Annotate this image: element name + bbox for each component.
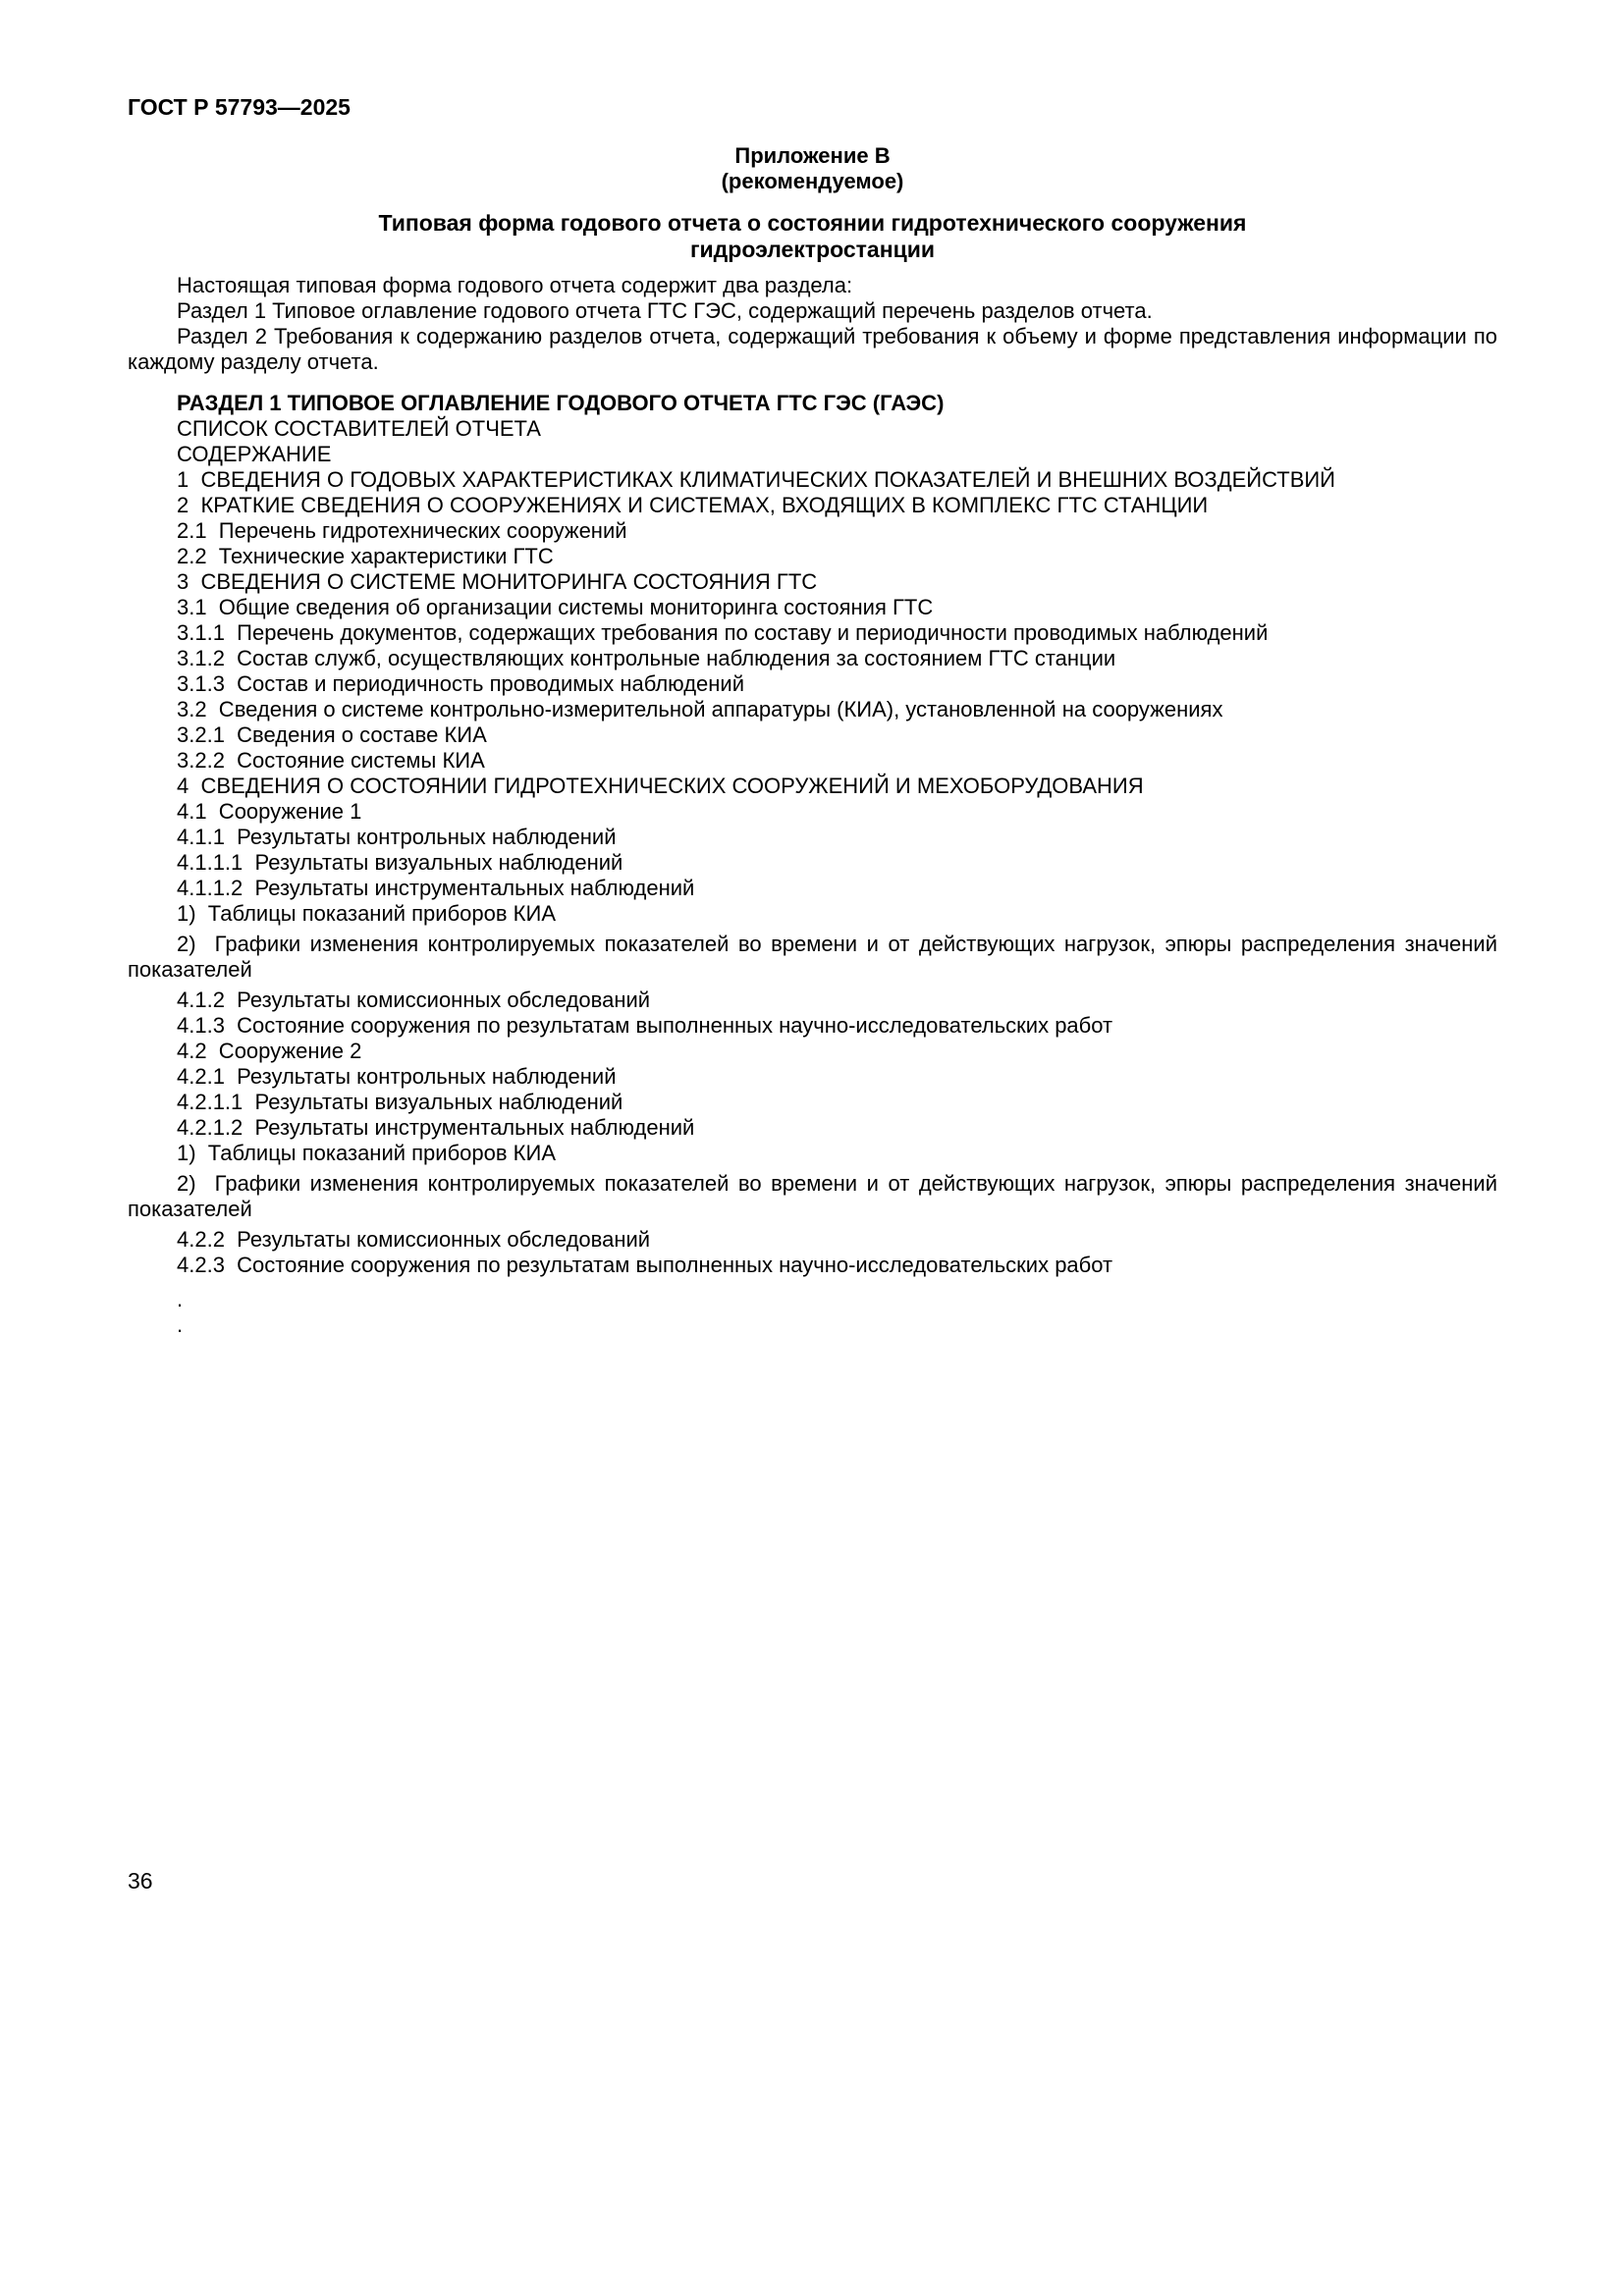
appendix-note: (рекомендуемое) (721, 169, 904, 193)
toc-item: 2 КРАТКИЕ СВЕДЕНИЯ О СООРУЖЕНИЯХ И СИСТЕМАХ, ВХОДЯЩИХ В КОМПЛЕКС ГТС СТАНЦИИ (177, 493, 1209, 517)
toc-item: СПИСОК СОСТАВИТЕЛЕЙ ОТЧЕТА (177, 416, 541, 441)
toc-item: 3.1 Общие сведения об организации системы мониторинга состояния ГТС (177, 595, 934, 619)
toc-placeholder-dot: . (177, 1312, 184, 1337)
section-1-heading: РАЗДЕЛ 1 ТИПОВОЕ ОГЛАВЛЕНИЕ ГОДОВОГО ОТЧЕТА ГТС ГЭС (ГАЭС) (177, 391, 945, 415)
doc-standard-number: ГОСТ Р 57793—2025 (128, 94, 351, 120)
toc-item: 4.1.2 Результаты комиссионных обследований (177, 988, 651, 1012)
toc-item: 4.2.1.2 Результаты инструментальных наблюдений (177, 1115, 695, 1140)
toc-item: 4.1.1.2 Результаты инструментальных наблюдений (177, 876, 695, 900)
toc-placeholder-dot: . (177, 1287, 184, 1311)
toc-item: 4.2.2 Результаты комиссионных обследований (177, 1227, 651, 1252)
intro-paragraph: Раздел 1 Типовое оглавление годового отчета ГТС ГЭС, содержащий перечень разделов отчета. (177, 298, 1153, 323)
toc-item: 4.2.3 Состояние сооружения по результатам выполненных научно-исследовательских работ (177, 1253, 1113, 1277)
intro-section (128, 273, 1497, 375)
toc-item: 3.1.3 Состав и периодичность проводимых наблюдений (177, 671, 744, 696)
toc-item: 3.1.1 Перечень документов, содержащих требования по составу и периодичности проводимых наблюдений (177, 620, 1269, 645)
toc-item: 2) Графики изменения контролируемых показателей во времени и от действующих нагрузок, эпюры распределения значений показателей (128, 932, 1504, 982)
toc-item: 1 СВЕДЕНИЯ О ГОДОВЫХ ХАРАКТЕРИСТИКАХ КЛИМАТИЧЕСКИХ ПОКАЗАТЕЛЕЙ И ВНЕШНИХ ВОЗДЕЙСТВИЙ (177, 467, 1335, 492)
toc-item: 2.2 Технические характеристики ГТС (177, 544, 554, 568)
toc-item: 1) Таблицы показаний приборов КИА (177, 1141, 556, 1165)
doc-title (128, 210, 1497, 263)
appendix-block (128, 143, 1497, 194)
toc-item: 2) Графики изменения контролируемых показателей во времени и от действующих нагрузок, эпюры распределения значений показателей (128, 1171, 1504, 1221)
toc-item: 1) Таблицы показаний приборов КИА (177, 901, 556, 926)
page-number: 36 (128, 1868, 153, 1894)
appendix-label: Приложение В (734, 143, 891, 168)
doc-title-line-2: гидроэлектростанции (689, 237, 936, 262)
toc-item: 4.1 Сооружение 1 (177, 799, 362, 824)
toc-item: 4.1.1 Результаты контрольных наблюдений (177, 825, 617, 849)
toc-item: 3.2 Сведения о системе контрольно-измерительной аппаратуры (КИА), установленной на сооружениях (177, 697, 1223, 721)
toc-item: 4.1.3 Состояние сооружения по результатам выполненных научно-исследовательских работ (177, 1013, 1113, 1038)
toc-item: 3.2.2 Состояние системы КИА (177, 748, 485, 773)
toc-item: 3.2.1 Сведения о составе КИА (177, 722, 487, 747)
intro-paragraph: Раздел 2 Требования к содержанию разделов отчета, содержащий требования к объему и форме представления информации по каждому разделу отчета. (128, 324, 1497, 374)
toc-item: 4 СВЕДЕНИЯ О СОСТОЯНИИ ГИДРОТЕХНИЧЕСКИХ СООРУЖЕНИЙ И МЕХОБОРУДОВАНИЯ (177, 774, 1144, 798)
toc-item: 2.1 Перечень гидротехнических сооружений (177, 518, 627, 543)
toc-item: 3.1.2 Состав служб, осуществляющих контрольные наблюдения за состоянием ГТС станции (177, 646, 1116, 670)
toc-item: 4.2 Сооружение 2 (177, 1039, 362, 1063)
toc-item: 4.2.1.1 Результаты визуальных наблюдений (177, 1090, 623, 1114)
toc-item: СОДЕРЖАНИЕ (177, 442, 332, 466)
toc-list (128, 416, 1504, 1338)
page-content (128, 94, 1504, 1338)
toc-item: 4.2.1 Результаты контрольных наблюдений (177, 1064, 617, 1089)
doc-title-line-1: Типовая форма годового отчета о состоянии гидротехнического сооружения (378, 210, 1247, 236)
toc-item: 4.1.1.1 Результаты визуальных наблюдений (177, 850, 623, 875)
toc-item: 3 СВЕДЕНИЯ О СИСТЕМЕ МОНИТОРИНГА СОСТОЯНИЯ ГТС (177, 569, 818, 594)
intro-paragraph: Настоящая типовая форма годового отчета содержит два раздела: (177, 273, 853, 297)
